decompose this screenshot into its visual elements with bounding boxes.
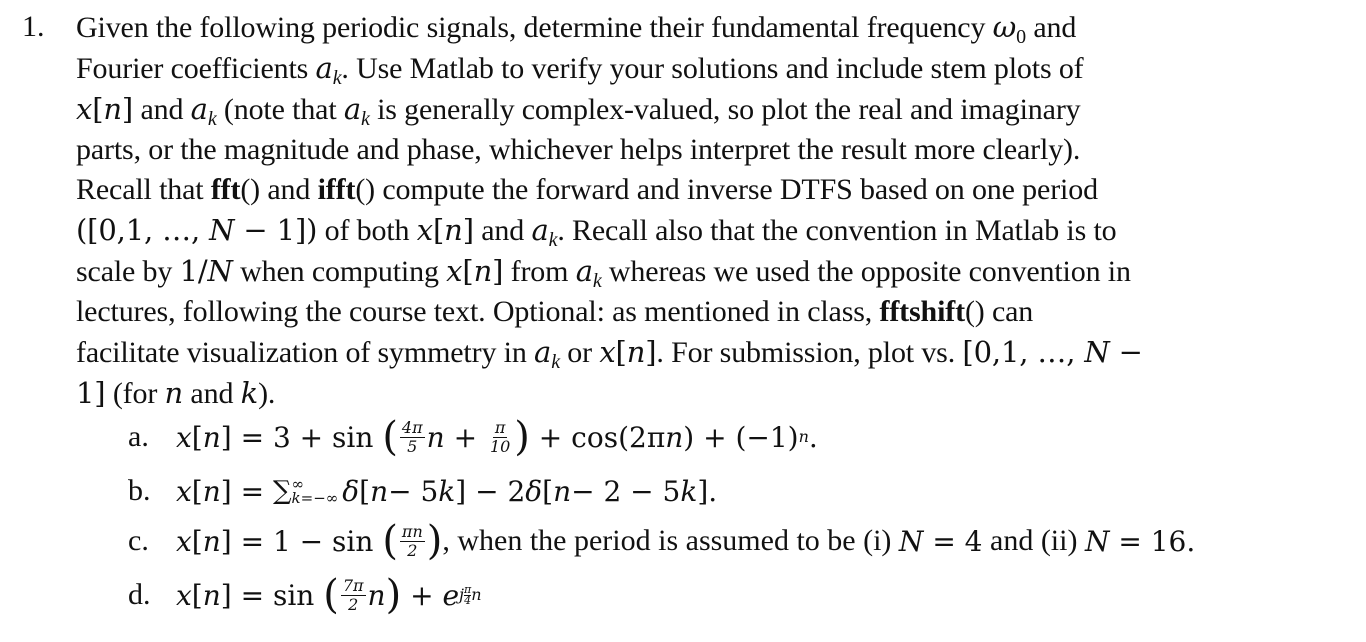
statement-line-6: ([0,1, …, N − 1]) of both x[n] and $a_k$. Recall also that the convention in Matlab is to bbox=[76, 213, 1117, 251]
statement-line-10: 1] (for n and k). bbox=[76, 376, 276, 410]
statement-line-8: lectures, following the course text. Optional: as mentioned in class, fftshift() can bbox=[76, 295, 1034, 328]
subproblem-a bbox=[128, 414, 818, 460]
statement-line-2: Fourier coefficients $a_k$. Use Matlab to verify your solutions and include stem plots of bbox=[76, 51, 1084, 89]
subproblem-a-equation: x [ n ] = 3 + sin ( $\frac{4\pi}{5}$ n + $\frac{\pi}{10}$ ) + cos(2π n ) + (−1) n . bbox=[176, 414, 818, 460]
subproblem-d-label: d. bbox=[128, 578, 151, 611]
problem-number: 1. bbox=[22, 10, 45, 43]
statement-line-3: x[n] and $a_k$ (note that $a_k$ is generally complex-valued, so plot the real and imaginary bbox=[76, 92, 1081, 130]
statement-line-5: Recall that fft() and ifft() compute the forward and inverse DTFS based on one period bbox=[76, 173, 1098, 206]
subproblem-c-equation: x [ n ] = 1 − sin ( $\frac{\pi n}{2}$ ) , when the period is assumed to be (i) N = 4 and (ii) N = 16. bbox=[176, 518, 1196, 564]
subproblem-c-label: c. bbox=[128, 524, 149, 557]
statement-line-1: Given the following periodic signals, determine their fundamental frequency $\omega_0$ and bbox=[76, 10, 1077, 48]
statement-line-9: facilitate visualization of symmetry in $a_k$ or x[n]. For submission, plot vs. [0,1, …, N − bbox=[76, 335, 1143, 373]
subproblem-b-equation: x [ n ] = ∑ ∞ k=−∞ δ [ n − 5 k ] − 2 δ [ n − 2 − 5 k ]. bbox=[176, 474, 718, 508]
subproblem-a-label: a. bbox=[128, 420, 149, 453]
subproblem-b-label: b. bbox=[128, 474, 151, 507]
subproblem-d-equation: x [ n ] = sin ( $\frac{7\pi}{2}$ n ) + e j $\frac{\pi}{4}$ n bbox=[176, 572, 482, 618]
statement-line-7: scale by 1/N when computing x[n] from $a_k$ whereas we used the opposite convention in bbox=[76, 254, 1131, 292]
subproblem-c bbox=[128, 518, 1195, 564]
statement-line-4: parts, or the magnitude and phase, whichever helps interpret the result more clearly). bbox=[76, 133, 1081, 166]
subproblem-b bbox=[128, 468, 717, 514]
subproblem-d bbox=[128, 572, 482, 618]
problem-statement bbox=[76, 7, 1346, 414]
